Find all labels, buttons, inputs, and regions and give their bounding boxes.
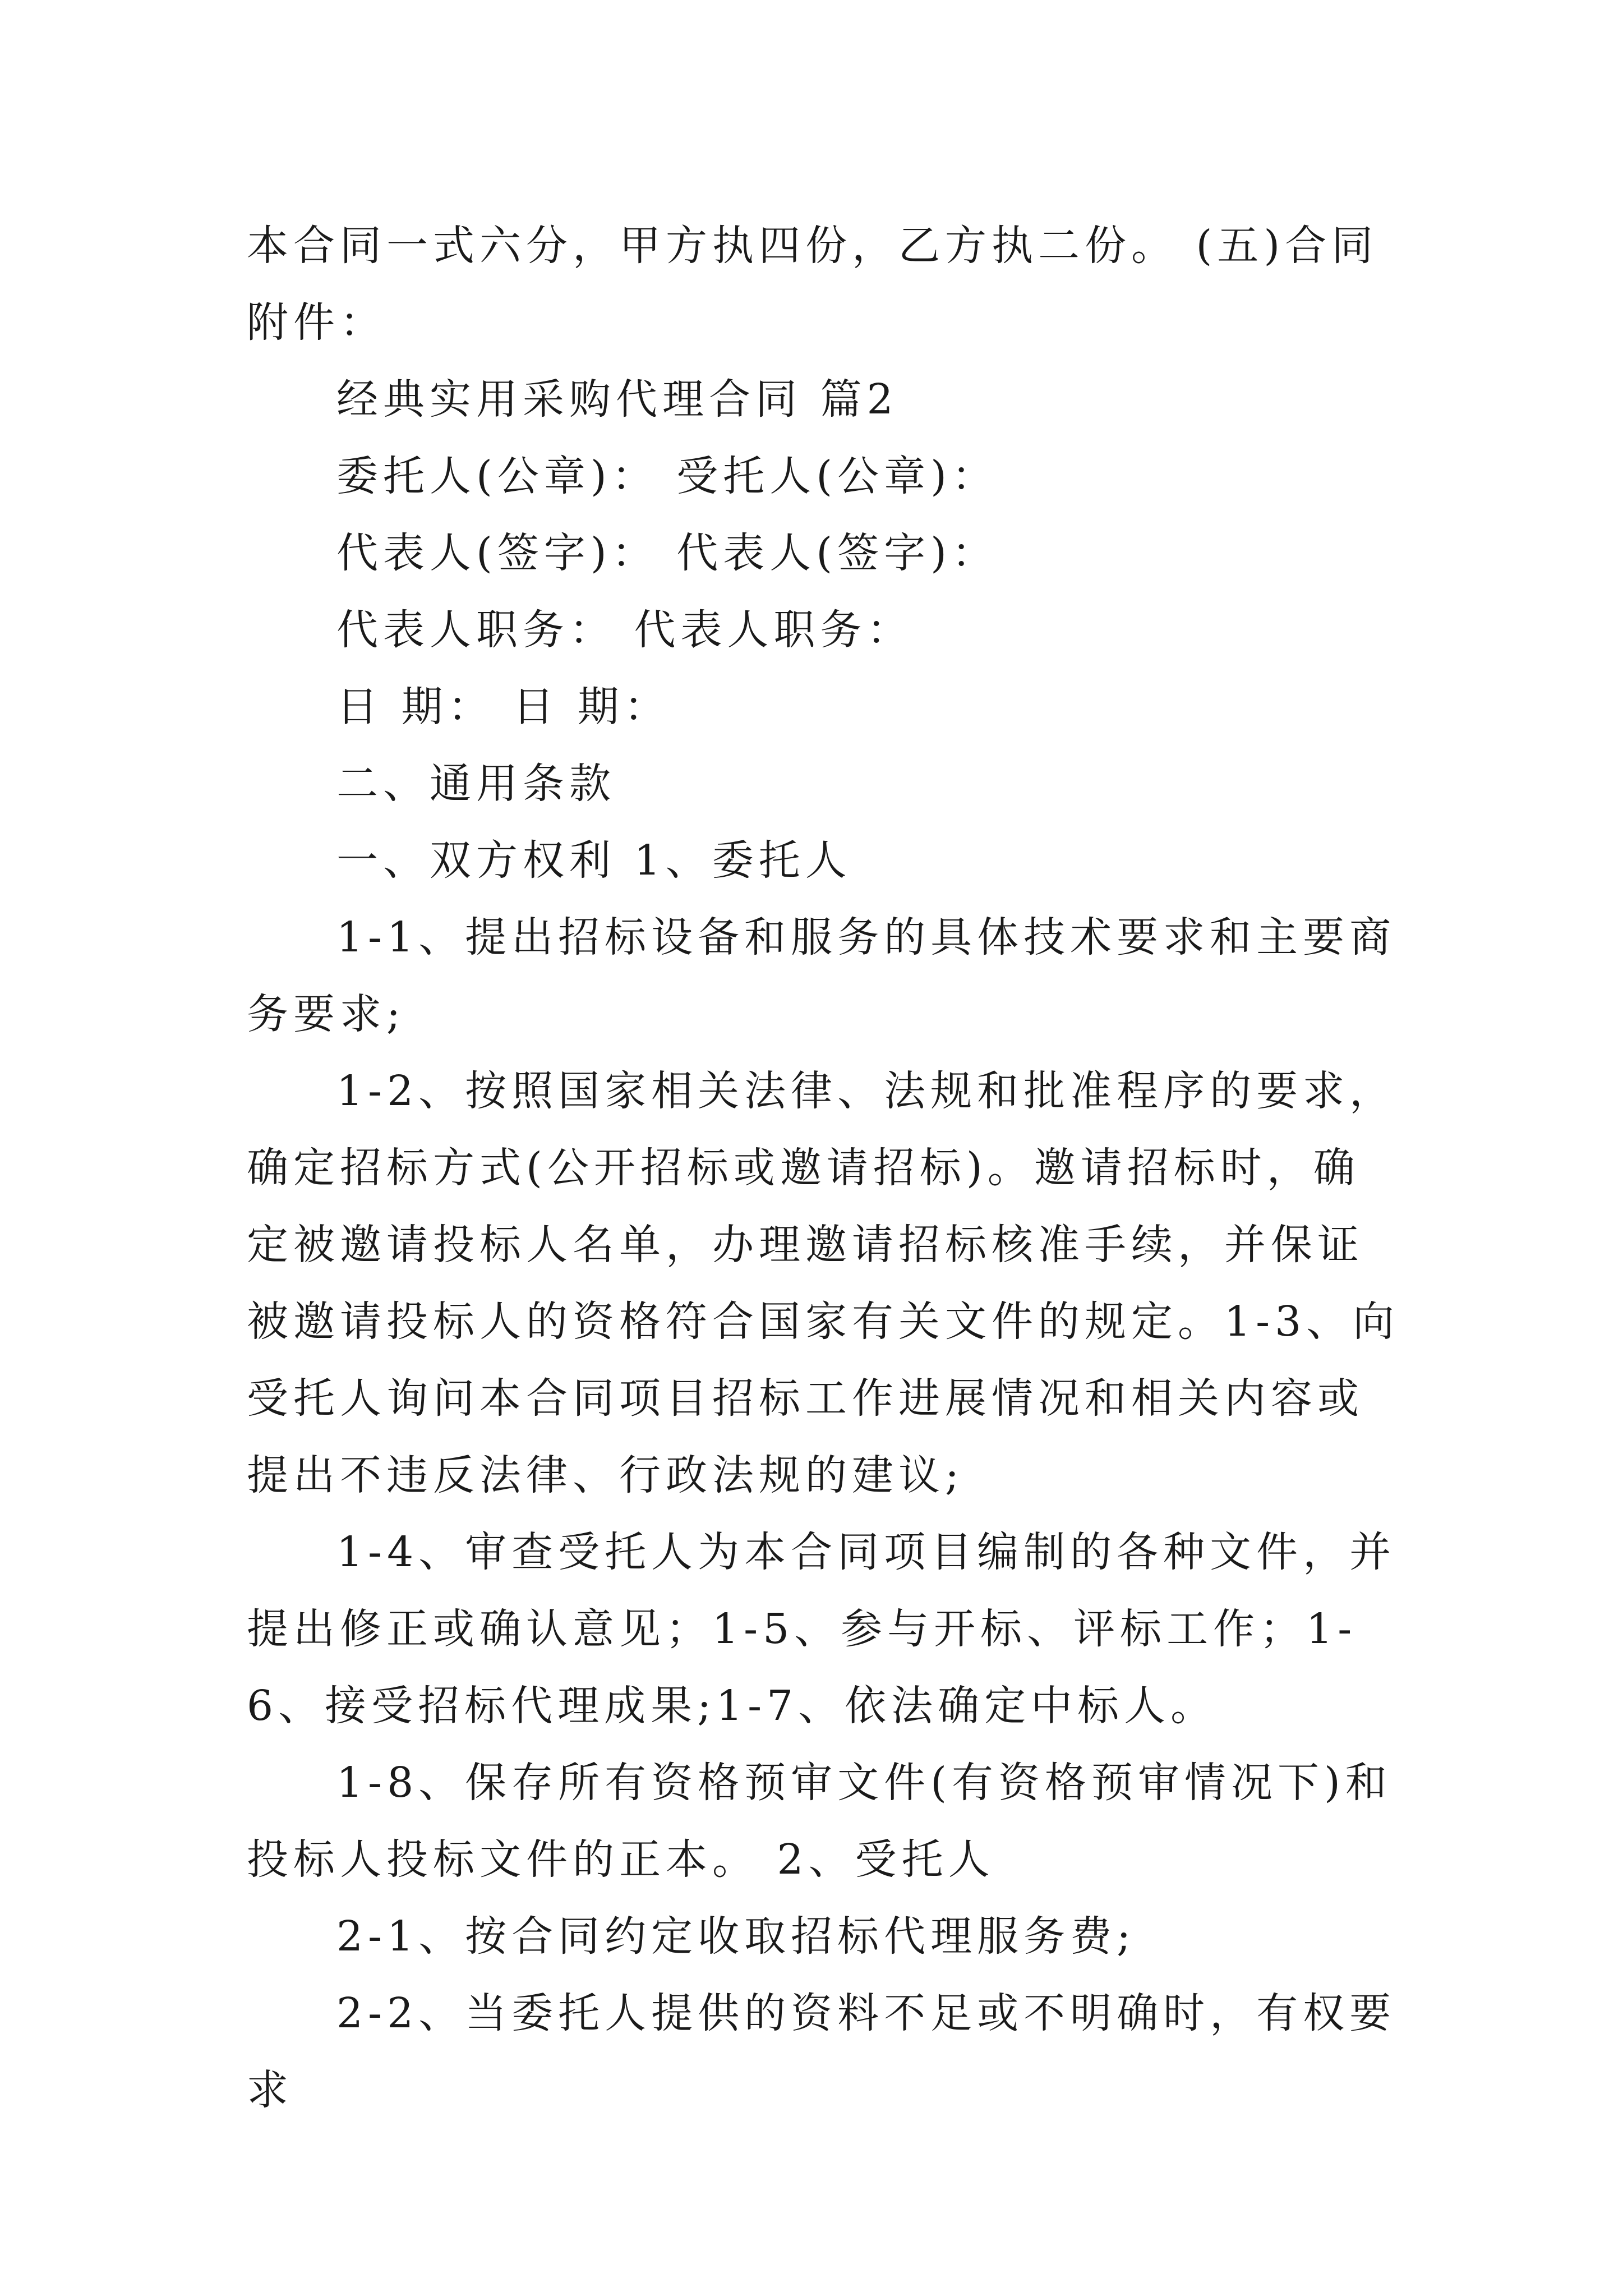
signature-position-line: 代表人职务： 代表人职务： bbox=[336, 606, 914, 654]
clause-1-2: 1-2、按照国家相关法律、法规和批准程序的要求，确定招标方式(公开招标或邀请招标)。邀请招标时，确定被邀请投标人名单，办理邀请招标核准手续，并保证被邀请投标人的资格符合国家有关文件的规定。1-3、向受托人询问本合同项目招标工作进展情况和相关内容或提出不违反法律、行政法规的建议; bbox=[247, 1067, 1400, 1499]
heading-rights: 一、双方权利 1、委托人 bbox=[336, 836, 852, 885]
section-title: 经典实用采购代理合同 篇2 bbox=[336, 375, 898, 424]
clause-1-4: 1-4、审查受托人为本合同项目编制的各种文件，并提出修正或确认意见；1-5、参与开标、评标工作；1-6、接受招标代理成果;1-7、依法确定中标人。 bbox=[247, 1528, 1396, 1730]
signature-seal-line: 委托人(公章)： 受托人(公章)： bbox=[336, 452, 999, 500]
heading-general-terms: 二、通用条款 bbox=[336, 760, 616, 808]
clause-1-1: 1-1、提出招标设备和服务的具体技术要求和主要商务要求; bbox=[247, 913, 1396, 1038]
document-body bbox=[247, 208, 1402, 2129]
clause-2-2: 2-2、当委托人提供的资料不足或不明确时，有权要求 bbox=[247, 1989, 1396, 2114]
clause-1-8: 1-8、保存所有资格预审文件(有资格预审情况下)和投标人投标文件的正本。 2、受托人 bbox=[247, 1759, 1392, 1884]
clause-2-1: 2-1、按合同约定收取招标代理服务费; bbox=[336, 1912, 1136, 1961]
signature-representative-line: 代表人(签字)： 代表人(签字)： bbox=[336, 529, 999, 577]
signature-date-line: 日 期： 日 期： bbox=[336, 683, 671, 731]
paragraph-contract-copies: 本合同一式六分，甲方执四份，乙方执二份。 (五)合同附件： bbox=[247, 222, 1378, 347]
